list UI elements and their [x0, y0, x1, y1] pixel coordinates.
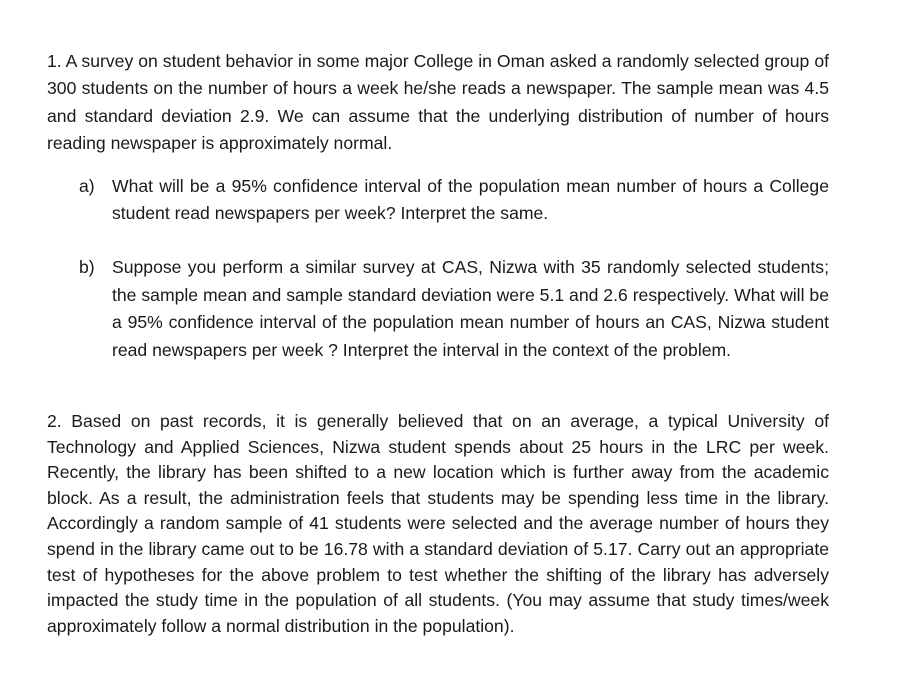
part-b-text: Suppose you perform a similar survey at CAS, Nizwa with 35 randomly selected students; the sample mean and sample standard deviation were 5.1 and 2.6 respectively. What will be a 95% confidence interval of the population mean number of hours an CAS, Nizwa student read newspapers per week ? Interpret the interval in the context of the problem. — [112, 257, 829, 360]
question-1-parts — [47, 173, 829, 364]
question-2-text: 2. Based on past records, it is generally believed that on an average, a typical University of Technology and Applied Sciences, Nizwa student spends about 25 hours in the LRC per week. Recently, the library has been shifted to a new location which is further away from the academic block. As a result, the administration feels that students may be spending less time in the library. Accordingly a random sample of 41 students were selected and the average number of hours they spend in the library came out to be 16.78 with a standard deviation of 5.17. Carry out an appropriate test of hypotheses for the above problem to test whether the shifting of the library has adversely impacted the study time in the population of all students. (You may assume that study times/week approximately follow a normal distribution in the population). — [47, 411, 829, 636]
part-b-marker: b) — [79, 257, 95, 278]
question-1-part-a — [47, 173, 829, 228]
question-1-text: 1. A survey on student behavior in some major College in Oman asked a randomly selected group of 300 students on the number of hours a week he/she reads a newspaper. The sample mean was 4.5 and standard deviation 2.9. We can assume that the underlying distribution of number of hours reading newspaper is approximately normal. — [47, 51, 829, 154]
part-a-marker: a) — [79, 175, 95, 196]
question-1-part-b — [47, 254, 829, 364]
part-a-text: What will be a 95% confidence interval of the population mean number of hours a College student read newspapers per week? Interpret the same. — [112, 175, 829, 224]
document-page — [47, 48, 829, 639]
